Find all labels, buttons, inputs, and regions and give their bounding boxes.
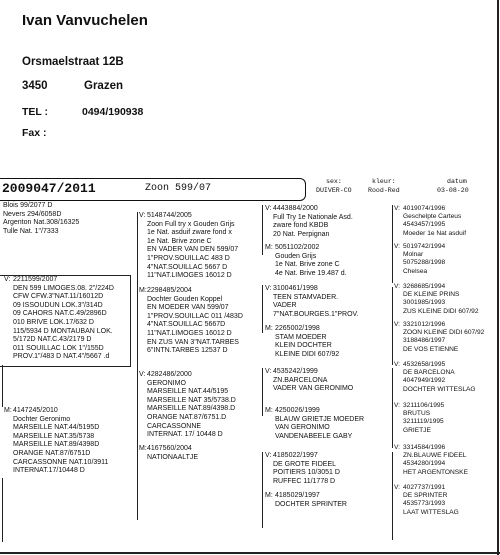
g3-line: zware fond KBDB	[273, 222, 329, 230]
g4-line: 3211106/1995	[403, 402, 445, 409]
g4-entry	[403, 283, 479, 316]
owner-postcode: 3450	[22, 80, 48, 92]
g2-line: ORANGE NAT.87/6751.D	[147, 413, 227, 421]
g4-entry	[403, 243, 445, 276]
color-value: Rood-Red	[368, 187, 400, 194]
mother-line: INTERNAT.17/10448 D	[13, 467, 85, 475]
tree-connector	[2, 478, 3, 542]
g4-tag: V:	[394, 444, 400, 451]
g3-tag: V:	[265, 205, 272, 212]
mother-tag: M:	[4, 407, 12, 414]
g4-line: 4534280/1994	[403, 460, 446, 468]
g3-line: 2265002/1998	[275, 325, 320, 332]
g4-line: GRIETJE	[403, 426, 431, 434]
g4-line: 3268685/1994	[403, 283, 446, 290]
g3-line: STAM MOEDER	[275, 333, 327, 341]
g2-sire-entry	[147, 371, 236, 440]
g4-line: BRUTUS	[403, 410, 431, 418]
g3-line: 7"NAT.BOURGES.1"PROV.	[273, 310, 359, 318]
g2-line: Dochter Gouden Koppel	[147, 295, 223, 303]
g2-line: CARCASSONNE	[147, 422, 202, 430]
tree-connector	[262, 285, 263, 333]
g3-line: POITIERS 10/3051 D	[273, 469, 340, 477]
g2-line: MARSEILLE NAT.44/5195	[147, 388, 229, 396]
father-line: CFW CFW.3"NAT.11/16012D	[13, 293, 104, 301]
page-border-right	[497, 0, 499, 555]
g4-entry	[403, 402, 444, 435]
date-label: datum	[447, 178, 467, 185]
g2-line: 4167560/2004	[147, 445, 192, 452]
tel-label: TEL :	[22, 106, 49, 118]
tree-connector	[392, 368, 393, 448]
owner-name: Ivan Vanvuchelen	[22, 12, 148, 29]
g2-line: 2298485/2004	[147, 287, 192, 294]
g3-line: VADER	[273, 302, 297, 310]
sex-value: DUIVER-CO	[316, 187, 352, 194]
g3-entry	[275, 492, 347, 509]
g2-line: GERONIMO	[147, 379, 186, 387]
g2-line: NATIONAALTJE	[147, 453, 199, 461]
g4-line: 4027737/1991	[403, 484, 446, 491]
g3-line: TEEN STAMVADER.	[273, 293, 339, 301]
owner-street: Orsmaelstraat 12B	[22, 56, 124, 68]
g2-line: 4"NAT.SOUILLAC 5667D	[147, 321, 226, 329]
father-line: 011 SOUILLAC LOK 1"/155D	[13, 344, 104, 352]
g3-tag: V:	[265, 285, 272, 292]
mother-line: MARSEILLE NAT.89/4398D	[13, 441, 100, 449]
g2-tag: V:	[139, 212, 146, 219]
g4-line: ZUS KLEINE DIDI 607/92	[403, 307, 479, 315]
g4-line: Moeder 1e Nat asduif	[403, 229, 467, 237]
g4-line: 4543457/1995	[403, 221, 446, 229]
g4-line: DE KLEINE PRINS	[403, 291, 460, 299]
g3-line: RUFFEC 11/1778 D	[273, 477, 336, 485]
g4-tag: V:	[394, 283, 400, 290]
g4-line: DE SPRINTER	[403, 492, 448, 500]
g4-line: 4532658/1995	[403, 361, 446, 368]
tel-number: 0494/190938	[82, 106, 144, 118]
tree-connector	[392, 287, 393, 365]
owner-city: Grazen	[84, 80, 123, 92]
pigeon-sire-ring: Zoon 599/07	[145, 183, 212, 194]
g3-line: VAN GERONIMO	[275, 424, 330, 432]
mother-line: MARSEILLE NAT.44/5195D	[13, 424, 100, 432]
g3-line: Full Try 1e Nationale Asd.	[273, 213, 353, 221]
g4-line: Molnar	[403, 251, 424, 259]
father-line: 5/172D NAT.C.43/2179 D	[13, 336, 92, 344]
g2-line: 1"PROV.SOUILLAC 011 /483D	[147, 312, 243, 320]
color-label: kleur:	[372, 178, 396, 185]
father-tag: V:	[4, 276, 11, 283]
g4-tag: V:	[394, 361, 400, 368]
g2-line: MARSEILLE NAT 35/5738.D	[147, 396, 236, 404]
g2-line: EN VADER VAN DEN 599/07	[147, 246, 239, 254]
g4-entry	[403, 484, 459, 517]
g2-line: INTERNAT. 17/ 10448 D	[147, 431, 223, 439]
g2-dam-entry	[147, 287, 243, 356]
g4-line: 3001985/1993	[403, 299, 446, 307]
g3-line: ZN.BARCELONA	[273, 376, 328, 384]
g4-line: 5075288/1998	[403, 259, 446, 267]
g3-entry	[275, 244, 347, 278]
father-line: PROV.1"/483 D NAT.4"/5667 .d	[13, 353, 110, 361]
pigeon-results	[3, 202, 79, 236]
g4-line: 3314584/1996	[403, 444, 446, 451]
g3-line: KLEINE DIDI 607/92	[275, 350, 340, 358]
g3-line: 20 Nat. Perpignan	[273, 230, 330, 238]
g4-line: 4535773/1993	[403, 500, 446, 508]
g4-entry	[403, 444, 468, 477]
tree-connector	[392, 452, 393, 540]
mother-line: CARCASSONNE NAT.10/3911	[13, 458, 109, 466]
g4-entry	[403, 205, 466, 238]
tree-connector	[262, 452, 263, 528]
father-line: 09 ISSOUDUN LOK.3"/314D	[13, 301, 103, 309]
g4-line: DE VOS ETIENNE	[403, 345, 459, 353]
g3-tag: M:	[265, 407, 273, 414]
g4-entry	[403, 321, 484, 354]
g2-line: MARSEILLE NAT.89/4398.D	[147, 405, 236, 413]
mother-entry	[13, 407, 108, 476]
father-line: DEN 599 LIMOGES.08. 2"/224D	[13, 284, 114, 292]
g4-line: ZOON KLEINE DIDI 607/92	[403, 329, 485, 337]
g4-line: 4019074/1996	[403, 205, 446, 212]
g3-line: 4185029/1997	[275, 492, 320, 499]
g3-tag: V:	[265, 368, 272, 375]
tree-connector	[262, 205, 263, 255]
g4-line: 3211119/1995	[403, 418, 444, 426]
g4-tag: V:	[394, 402, 400, 409]
g3-tag: V:	[265, 452, 272, 459]
pigeon-ring: 2009047/2011	[2, 181, 96, 196]
mother-line: Dochter Geronimo	[13, 415, 71, 423]
result-line: Blois 99/2077 D	[3, 202, 53, 209]
result-line: Tulle Nat. 1"/7333	[3, 227, 59, 235]
g3-line: BLAUW GRIETJE MOEDER	[275, 415, 365, 423]
father-entry	[13, 276, 114, 362]
father-ring: 2211599/2007	[13, 276, 58, 283]
tree-connector	[2, 365, 3, 407]
g3-line: DOCHTER SPRINTER	[275, 500, 347, 508]
g3-line: VADER VAN GERONIMO	[273, 385, 354, 393]
g4-line: Chelsea	[403, 267, 428, 275]
g2-line: 1e Nat. Brive zone C	[147, 237, 212, 245]
g4-entry	[403, 361, 476, 394]
g2-line: 11"NAT.LIMOGES 16012 D	[147, 272, 232, 280]
g3-line: DE GROTE FIDEEL	[273, 460, 337, 468]
g3-line: 5051102/2002	[275, 244, 320, 251]
g3-line: 4e Nat. Brive 19.487 d.	[275, 269, 347, 277]
g2-sire-entry	[147, 212, 238, 281]
g2-line: 5148744/2005	[147, 212, 192, 219]
sex-label: sex:	[326, 178, 342, 185]
mother-line: ORANGE NAT.87/6751D	[13, 449, 91, 457]
g3-tag: M:	[265, 325, 273, 332]
tree-connector	[137, 212, 138, 520]
g3-line: VANDENABEELE GABY	[275, 432, 353, 440]
g4-line: LAAT WITTESLAG	[403, 508, 459, 516]
g2-dam-entry	[147, 445, 198, 462]
g3-tag: M:	[265, 492, 273, 499]
g3-line: 4185022/1997	[273, 452, 318, 459]
g3-entry	[273, 285, 359, 319]
page-border-bottom	[0, 552, 500, 554]
g3-line: 4443884/2000	[273, 205, 318, 212]
tree-connector	[392, 205, 393, 283]
g2-line: 4"NAT.SOUILLAC 5667 D	[147, 263, 228, 271]
g3-line: 4250026/1999	[275, 407, 320, 414]
g3-entry	[273, 205, 353, 239]
g2-line: 4282486/2000	[147, 371, 192, 378]
g2-line: 11"NAT.LIMOGES 16012 D	[147, 329, 232, 337]
g2-tag: M:	[139, 445, 147, 452]
result-line: Argenton Nat.308/16325	[3, 219, 80, 227]
g3-line: 4535242/1999	[273, 368, 318, 375]
date-value: 03-08-20	[437, 187, 469, 194]
g3-line: Gouden Grijs	[275, 252, 317, 260]
g4-line: DE BARCELONA	[403, 369, 455, 377]
result-line: Nevers 294/6058D	[3, 210, 62, 218]
g3-entry	[275, 325, 339, 359]
g4-tag: V:	[394, 321, 400, 328]
mother-ring: 4147245/2010	[13, 407, 58, 414]
g3-entry	[275, 407, 364, 441]
g2-line: EN MOEDER VAN 599/07	[147, 304, 229, 312]
father-line: 010 BRIVE LOK.17/632 D	[13, 318, 94, 326]
father-line: 115/5934 D MONTAUBAN LOK.	[13, 327, 113, 335]
g4-line: 3188486/1997	[403, 337, 446, 345]
g3-tag: M:	[265, 244, 273, 251]
g4-line: DOCHTER WITTESLAG	[403, 385, 476, 393]
g2-tag: M:	[139, 287, 147, 294]
g3-line: 3100461/1998	[273, 285, 318, 292]
tree-connector	[262, 368, 263, 416]
g4-line: 5019742/1994	[403, 243, 446, 250]
g2-line: 1"PROV.SOUILLAC 483 D	[147, 254, 230, 262]
g4-line: HET ARGENTONSKE	[403, 468, 468, 476]
g2-tag: V:	[139, 371, 146, 378]
g2-line: 6"INTN.TARBES 12537 D	[147, 347, 228, 355]
g3-entry	[273, 368, 353, 394]
g4-line: 4047949/1992	[403, 377, 446, 385]
g3-entry	[273, 452, 340, 486]
g4-tag: V:	[394, 205, 400, 212]
father-line: 09 CAHORS NAT.C.49/2896D	[13, 310, 107, 318]
g4-tag: V:	[394, 484, 400, 491]
g4-line: Geschelpte Carteus	[403, 213, 462, 221]
g3-line: KLEIN DOCHTER	[275, 342, 332, 350]
fax-label: Fax :	[22, 127, 47, 139]
g3-line: 1e Nat. Brive zone C	[275, 261, 340, 269]
g4-tag: V:	[394, 243, 400, 250]
g4-line: 3321012/1996	[403, 321, 446, 328]
g2-line: EN ZUS VAN 3"NAT.TARBES	[147, 338, 239, 346]
g2-line: Zoon Full try x Gouden Grijs	[147, 220, 235, 228]
g4-line: ZN.BLAUWE FIDEEL	[403, 452, 467, 460]
g2-line: 1e Nat. asduif zware fond x	[147, 229, 232, 237]
mother-line: MARSEILLE NAT.35/5738	[13, 432, 95, 440]
